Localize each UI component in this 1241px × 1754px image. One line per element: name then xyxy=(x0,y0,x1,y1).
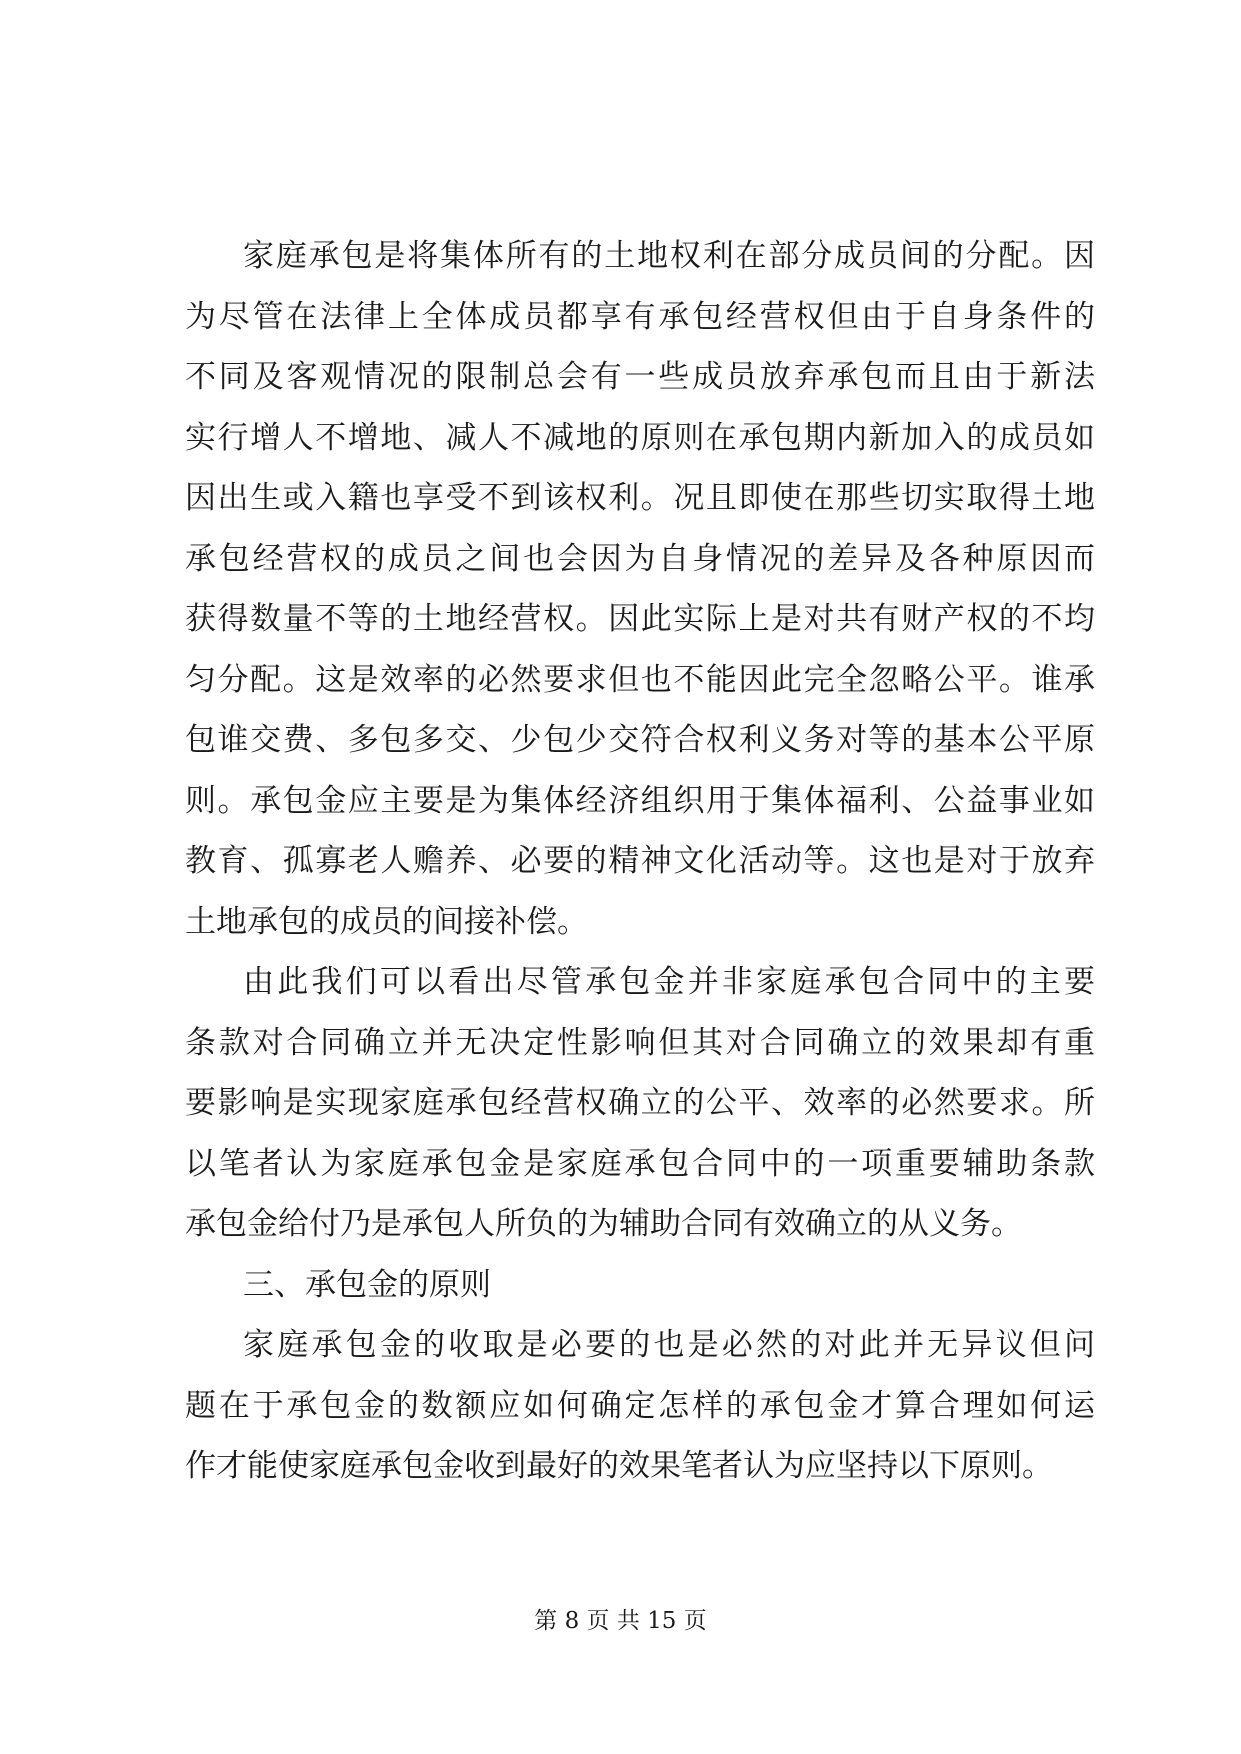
text-line: 因出生或入籍也享受不到该权利。况且即使在那些切实取得土地 xyxy=(185,480,1095,516)
text-line: 土地承包的成员的间接补偿。 xyxy=(185,903,588,940)
text-line: 不同及客观情况的限制总会有一些成员放弃承包而且由于新法 xyxy=(185,359,1095,395)
text-line: 教育、孤寡老人赡养、必要的精神文化活动等。这也是对于放弃 xyxy=(185,843,1095,879)
heading-text: 三、承包金的原则 xyxy=(243,1266,491,1303)
text-line: 由此我们可以看出尽管承包金并非家庭承包合同中的主要 xyxy=(243,964,1095,1000)
text-line: 获得数量不等的土地经营权。因此实际上是对共有财产权的不均 xyxy=(185,601,1095,637)
text-line: 以笔者认为家庭承包金是家庭承包合同中的一项重要辅助条款 xyxy=(185,1145,1095,1182)
text-line: 承包金给付乃是承包人所负的为辅助合同有效确立的从义务。 xyxy=(185,1206,1022,1242)
text-line: 为尽管在法律上全体成员都享有承包经营权但由于自身条件的 xyxy=(185,298,1095,335)
text-line: 家庭承包是将集体所有的土地权利在部分成员间的分配。因 xyxy=(243,238,1095,274)
text-line: 承包经营权的成员之间也会因为自身情况的差异及各种原因而 xyxy=(185,540,1095,577)
document-body xyxy=(185,226,1095,1497)
text-line: 题在于承包金的数额应如何确定怎样的承包金才算合理如何运 xyxy=(185,1387,1095,1424)
text-line: 实行增人不增地、减人不减地的原则在承包期内新加入的成员如 xyxy=(185,419,1095,456)
paragraph-2 xyxy=(185,952,1095,1255)
text-line: 作才能使家庭承包金收到最好的效果笔者认为应坚持以下原则。 xyxy=(185,1448,1053,1484)
page-number-footer: 第 8 页 共 15 页 xyxy=(534,1608,707,1634)
text-line: 要影响是实现家庭承包经营权确立的公平、效率的必然要求。所 xyxy=(185,1085,1095,1121)
paragraph-1 xyxy=(185,226,1095,952)
text-line: 匀分配。这是效率的必然要求但也不能因此完全忽略公平。谁承 xyxy=(185,661,1095,698)
text-line: 家庭承包金的收取是必要的也是必然的对此并无异议但问 xyxy=(243,1327,1095,1363)
section-heading xyxy=(185,1255,1095,1316)
text-line: 条款对合同确立并无决定性影响但其对合同确立的效果却有重 xyxy=(185,1024,1095,1061)
text-line: 包谁交费、多包多交、少包少交符合权利义务对等的基本公平原 xyxy=(185,722,1095,758)
paragraph-3 xyxy=(185,1315,1095,1497)
text-line: 则。承包金应主要是为集体经济组织用于集体福利、公益事业如 xyxy=(185,782,1095,819)
